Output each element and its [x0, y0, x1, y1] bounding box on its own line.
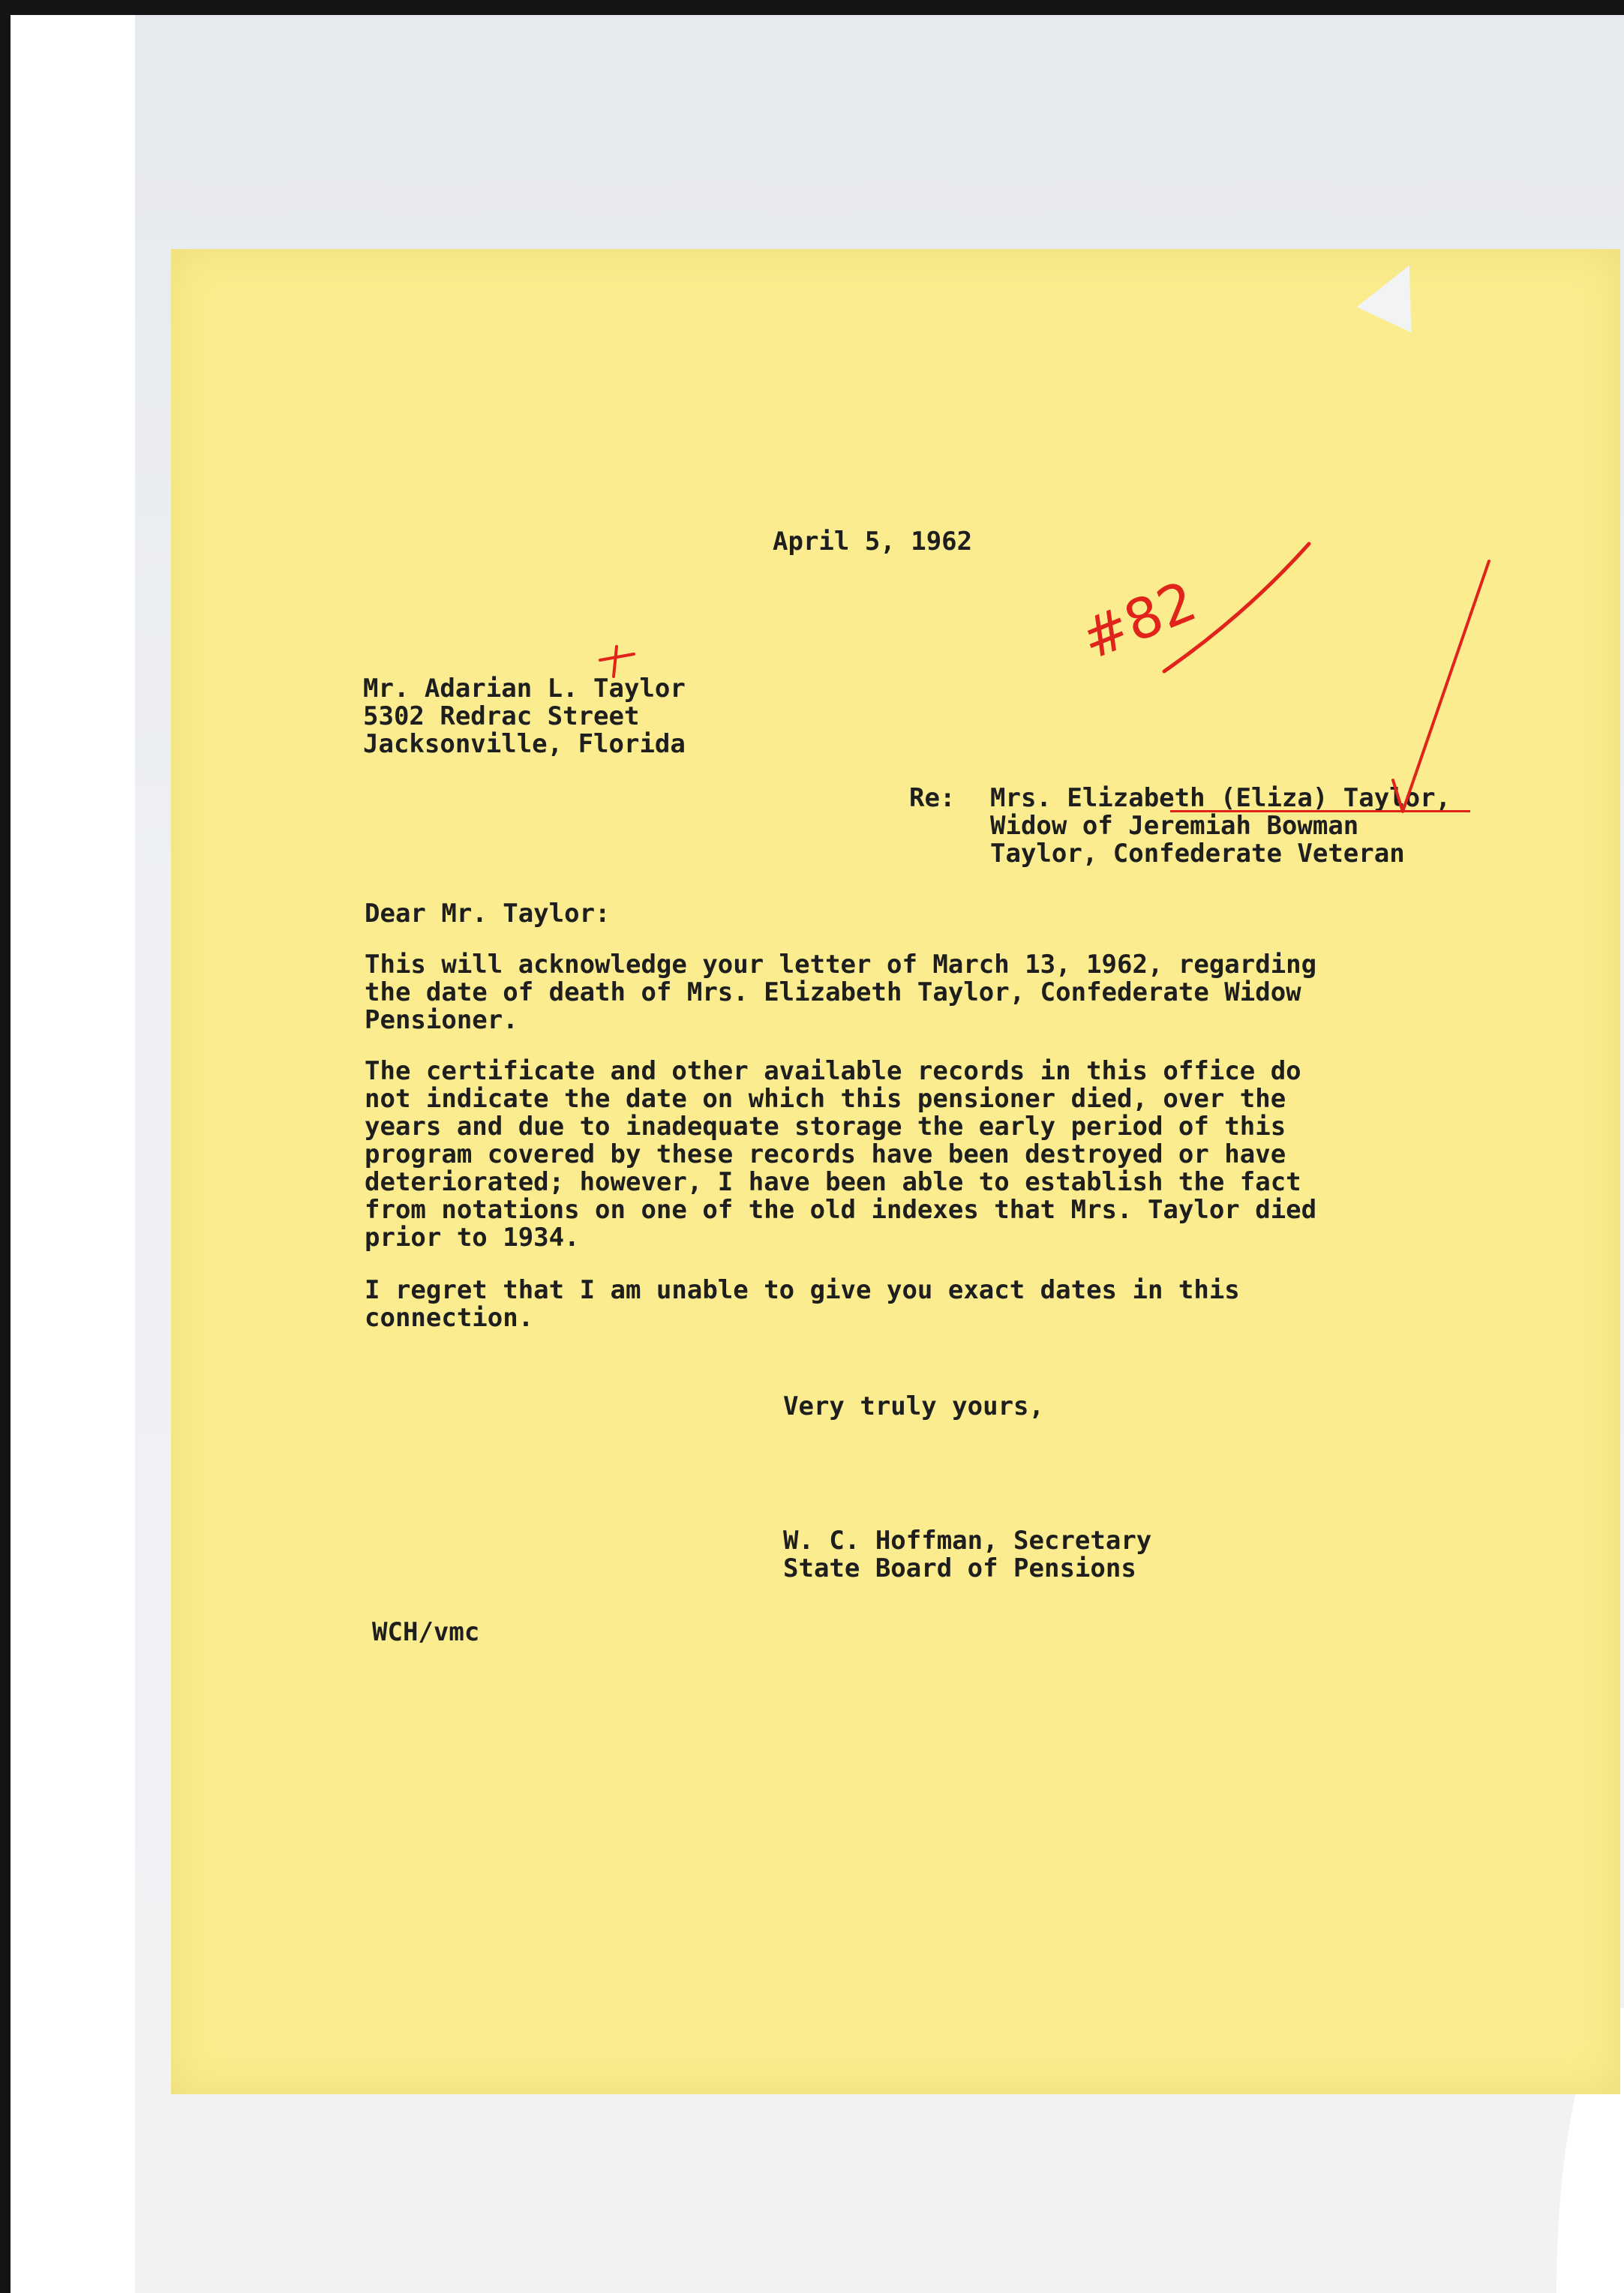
signature-block [783, 1527, 1151, 1583]
recipient-street: 5302 Redrac Street [363, 701, 640, 731]
scan-edge-top [0, 0, 1624, 15]
paragraph-line: This will acknowledge your letter of March 13, 1962, regarding [365, 950, 1317, 980]
paragraph-line: prior to 1934. [365, 1223, 580, 1253]
recipient-city: Jacksonville, Florida [363, 729, 686, 759]
re-subject [990, 785, 1451, 868]
signature-title: State Board of Pensions [783, 1553, 1136, 1583]
body-paragraph-2 [365, 1058, 1316, 1252]
re-line: Widow of Jeremiah Bowman [990, 811, 1359, 841]
re-line: Mrs. Elizabeth (Eliza) Taylor, [990, 783, 1451, 813]
paragraph-line: I regret that I am unable to give you exact dates in this [365, 1275, 1240, 1305]
paragraph-line: Pensioner. [365, 1005, 518, 1035]
recipient-name: Mr. Adarian L. Taylor [363, 674, 686, 704]
body-paragraph-1 [365, 951, 1316, 1034]
paragraph-line: from notations on one of the old indexes that Mrs. Taylor died [365, 1195, 1317, 1225]
re-line: Taylor, Confederate Veteran [990, 839, 1405, 869]
paragraph-line: the date of death of Mrs. Elizabeth Taylor, Confederate Widow [365, 977, 1301, 1007]
paragraph-line: years and due to inadequate storage the early period of this [365, 1112, 1286, 1142]
signature-name: W. C. Hoffman, Secretary [783, 1526, 1152, 1556]
re-label: Re: [909, 783, 956, 813]
paragraph-line: not indicate the date on which this pensioner died, over the [365, 1084, 1286, 1114]
body-paragraph-3 [365, 1277, 1240, 1332]
paragraph-line: The certificate and other available records in this office do [365, 1056, 1301, 1086]
red-number-annotation: #82 [1072, 569, 1205, 673]
typist-initials: WCH/vmc [372, 1617, 480, 1647]
closing: Very truly yours, [783, 1391, 1044, 1421]
letter-date: April 5, 1962 [773, 527, 973, 557]
paragraph-line: deteriorated; however, I have been able to establish the fact [365, 1167, 1301, 1197]
paragraph-line: connection. [365, 1303, 534, 1333]
salutation: Dear Mr. Taylor: [365, 899, 611, 929]
scan-edge-left [0, 0, 11, 2293]
red-underline [1170, 810, 1470, 812]
recipient-address [363, 675, 686, 758]
paragraph-line: program covered by these records have been destroyed or have [365, 1139, 1286, 1169]
